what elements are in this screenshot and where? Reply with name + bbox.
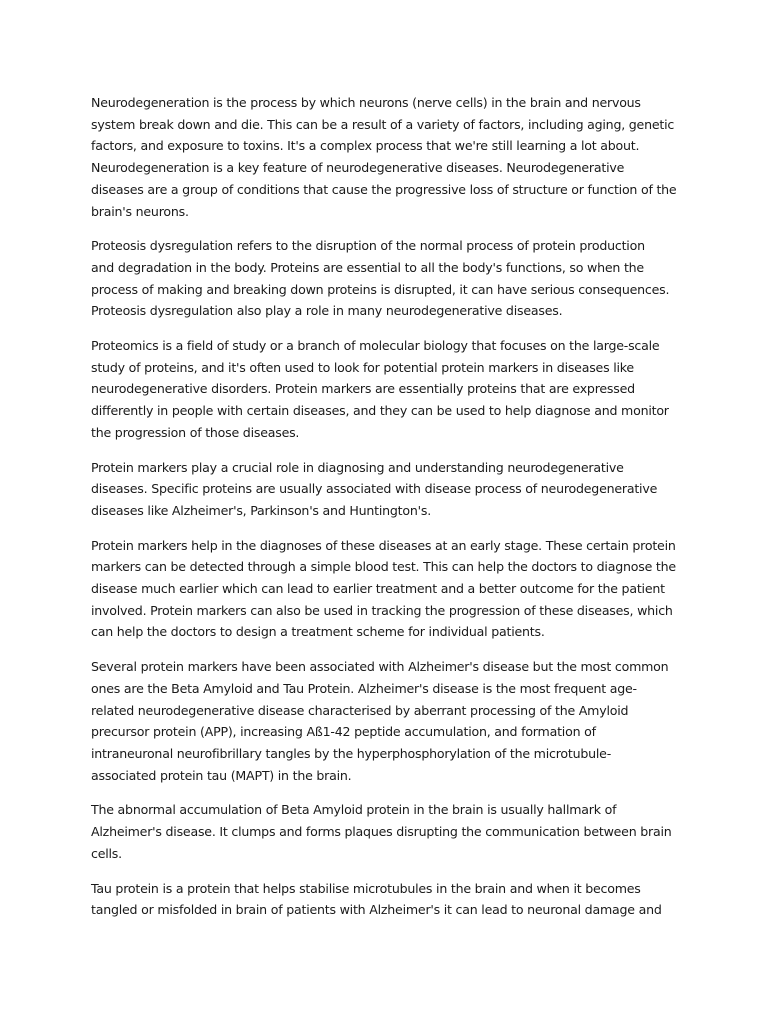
- text-line: system break down and die. This can be a result of a variety of factors, including aging, genetic: [91, 116, 675, 132]
- text-line: precursor protein (APP), increasing Aß1-42 peptide accumulation, and formation of: [91, 724, 596, 740]
- paragraph-early-diagnosis: [91, 535, 678, 644]
- paragraph-neurodegeneration: [91, 92, 678, 222]
- text-line: can help the doctors to design a treatment scheme for individual patients.: [91, 624, 545, 640]
- text-line: and degradation in the body. Proteins are essential to all the body's functions, so when the: [91, 259, 644, 275]
- text-line: Alzheimer's disease. It clumps and forms plaques disrupting the communication between brain: [91, 824, 672, 840]
- text-line: Proteosis dysregulation also play a role in many neurodegenerative diseases.: [91, 303, 563, 319]
- text-line: ones are the Beta Amyloid and Tau Protein. Alzheimer's disease is the most frequent age-: [91, 680, 637, 696]
- paragraph-protein-markers-role: [91, 457, 678, 522]
- text-line: neurodegenerative disorders. Protein markers are essentially proteins that are expressed: [91, 381, 635, 397]
- text-line: tangled or misfolded in brain of patients with Alzheimer's it can lead to neuronal damage and: [91, 902, 662, 918]
- text-line: Proteomics is a field of study or a branch of molecular biology that focuses on the large-scale: [91, 338, 660, 354]
- text-line: Protein markers help in the diagnoses of these diseases at an early stage. These certain protein: [91, 537, 676, 553]
- text-line: process of making and breaking down proteins is disrupted, it can have serious consequences.: [91, 281, 670, 297]
- text-line: intraneuronal neurofibrillary tangles by the hyperphosphorylation of the microtubule-: [91, 745, 612, 761]
- text-line: The abnormal accumulation of Beta Amyloid protein in the brain is usually hallmark of: [91, 802, 617, 818]
- paragraph-beta-amyloid: [91, 799, 678, 864]
- text-line: involved. Protein markers can also be used in tracking the progression of these diseases, which: [91, 602, 673, 618]
- text-line: Neurodegeneration is a key feature of neurodegenerative diseases. Neurodegenerative: [91, 160, 625, 176]
- text-line: study of proteins, and it's often used to look for potential protein markers in diseases like: [91, 359, 634, 375]
- text-line: Protein markers play a crucial role in diagnosing and understanding neurodegenerative: [91, 459, 624, 475]
- text-line: associated protein tau (MAPT) in the brain.: [91, 767, 352, 783]
- text-line: Neurodegeneration is the process by which neurons (nerve cells) in the brain and nervous: [91, 95, 641, 110]
- text-line: brain's neurons.: [91, 203, 189, 219]
- paragraph-alzheimers-markers: [91, 656, 678, 786]
- paragraph-proteosis: [91, 235, 678, 322]
- paragraph-tau-protein: [91, 878, 678, 921]
- text-line: factors, and exposure to toxins. It's a complex process that we're still learning a lot about.: [91, 138, 640, 154]
- text-line: diseases are a group of conditions that cause the progressive loss of structure or function of the: [91, 181, 677, 197]
- text-line: diseases like Alzheimer's, Parkinson's and Huntington's.: [91, 502, 432, 518]
- text-line: disease much earlier which can lead to earlier treatment and a better outcome for the patient: [91, 581, 665, 597]
- document-body: [91, 92, 678, 921]
- text-line: markers can be detected through a simple blood test. This can help the doctors to diagnose the: [91, 559, 676, 575]
- text-line: diseases. Specific proteins are usually associated with disease process of neurodegenerative: [91, 481, 658, 497]
- paragraph-proteomics: [91, 335, 678, 444]
- text-line: differently in people with certain diseases, and they can be used to help diagnose and monitor: [91, 403, 669, 419]
- text-line: cells.: [91, 845, 122, 861]
- text-line: Tau protein is a protein that helps stabilise microtubules in the brain and when it becomes: [91, 880, 641, 896]
- text-line: Proteosis dysregulation refers to the disruption of the normal process of protein production: [91, 238, 645, 254]
- text-line: Several protein markers have been associated with Alzheimer's disease but the most common: [91, 659, 669, 675]
- text-line: related neurodegenerative disease characterised by aberrant processing of the Amyloid: [91, 702, 629, 718]
- text-line: the progression of those diseases.: [91, 424, 300, 440]
